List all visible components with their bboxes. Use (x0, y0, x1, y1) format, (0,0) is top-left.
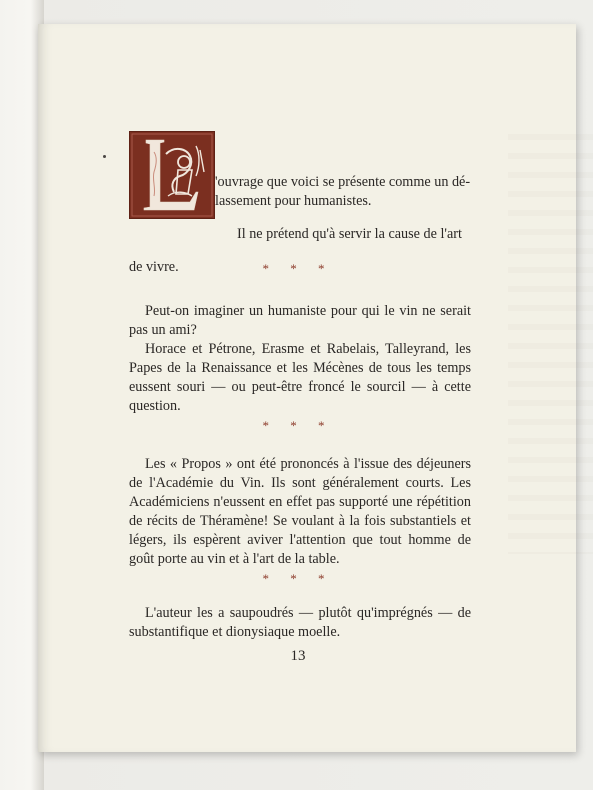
ornament-divider: * * * (262, 418, 334, 433)
intro-paragraph-2 (129, 211, 471, 292)
section-2 (129, 302, 471, 416)
intro-paragraph (215, 173, 472, 211)
section2-paragraph-1: Peut-on imaginer un humaniste pour qui le vin ne serait pas un ami? (129, 303, 471, 338)
section-4 (129, 604, 471, 642)
section-3 (129, 455, 471, 569)
dropcap-l-illustration (130, 132, 214, 218)
margin-speck (103, 155, 106, 158)
section4-paragraph-1: L'auteur les a saupoudrés — plutôt qu'imprégnés — de substantifique et dionysiaque moelle. (129, 605, 471, 640)
section2-paragraph-2: Horace et Pétrone, Erasme et Rabelais, Talleyrand, les Papes de la Renaissance et les Mécènes de tous les temps eussent souri — ou peut-être froncé le sourcil — à cette question. (129, 341, 471, 414)
intro-line-3: Il ne prétend qu'à servir la cause de l'art (237, 226, 462, 243)
show-through-text (508, 134, 593, 554)
ornament-divider: * * * (262, 261, 334, 276)
ornament-divider: * * * (262, 571, 334, 586)
intro-line-2: lassement pour humanistes. (215, 193, 372, 209)
intro-line-4: de vivre. (129, 259, 179, 276)
page-number: 13 (290, 648, 306, 664)
dropcap-initial (129, 131, 215, 219)
section3-paragraph-1: Les « Propos » ont été prononcés à l'issue des déjeuners de l'Académie du Vin. Ils sont généralement courts. Les Académiciens n'eussent en effet pas supporté une répétition de récits de Théramène! Se voulant à la fois substantiels et légers, ils espèrent aviver l'attention que tout homme de goût porte au vin et à l'art de la table. (129, 456, 471, 567)
intro-line-1: 'ouvrage que voici se présente comme un dé- (215, 174, 471, 190)
